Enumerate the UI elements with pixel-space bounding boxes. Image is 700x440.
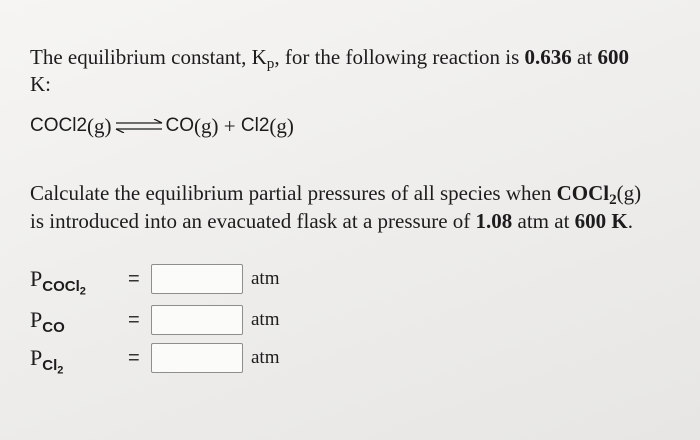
pressure-label-cl2: $P_{Cl_2}$: [30, 345, 64, 377]
equilibrium-arrow-icon: [114, 119, 164, 133]
equals-sign: =: [128, 268, 140, 290]
intro-text: The equilibrium constant, K: [30, 45, 267, 69]
reactant-state: (g): [87, 114, 112, 138]
unit-label: atm: [251, 309, 280, 330]
at-text: at: [571, 45, 598, 69]
product-1-state: (g): [194, 114, 219, 138]
pressure-label-cocl2: $P_{COCl_2}$: [30, 266, 86, 298]
answer-row-cocl2: [30, 264, 330, 298]
initial-pressure-value: 1.08: [475, 209, 513, 233]
temperature-value: 600: [597, 45, 629, 69]
pressure-cl2-input[interactable]: [151, 343, 243, 373]
product-2-state: (g): [269, 114, 294, 138]
product-2-formula: Cl: [240, 115, 259, 136]
answer-row-cl2: [30, 343, 330, 377]
question-line-2: [30, 71, 51, 97]
calc-species: COCl: [556, 181, 610, 205]
final-temperature: 600 K: [574, 209, 628, 233]
calc-text-2: is introduced into an evacuated flask at a pressure of: [30, 209, 476, 233]
calc-species-state: (g): [616, 181, 642, 205]
calc-text: Calculate the equilibrium partial pressures of all species when: [30, 181, 557, 205]
unit-label: atm: [251, 268, 280, 289]
question-line-1: [30, 44, 629, 77]
kp-value: 0.636: [524, 45, 572, 69]
product-2-subscript: 2: [258, 115, 270, 136]
kp-subscript: p: [266, 56, 275, 73]
period: .: [627, 209, 634, 233]
pressure-cocl2-input[interactable]: [151, 264, 243, 294]
unit-label: atm: [251, 347, 280, 368]
temperature-unit: K:: [30, 72, 51, 96]
intro-text-2: , for the following reaction is: [274, 45, 525, 69]
plus-sign: +: [218, 114, 241, 138]
product-1-formula: CO: [165, 115, 195, 136]
answer-row-co: [30, 305, 330, 339]
calc-line-2: [30, 208, 633, 234]
equals-sign: =: [128, 309, 140, 331]
reactant-subscript: 2: [76, 115, 88, 136]
calc-species-subscript: 2: [609, 192, 617, 209]
reaction-equation: [30, 113, 294, 139]
equals-sign: =: [128, 347, 140, 369]
pressure-unit-text: atm at: [512, 209, 575, 233]
pressure-co-input[interactable]: [151, 305, 243, 335]
pressure-label-co: $P_{CO}$: [30, 307, 65, 337]
reactant-formula: COCl: [30, 115, 77, 136]
